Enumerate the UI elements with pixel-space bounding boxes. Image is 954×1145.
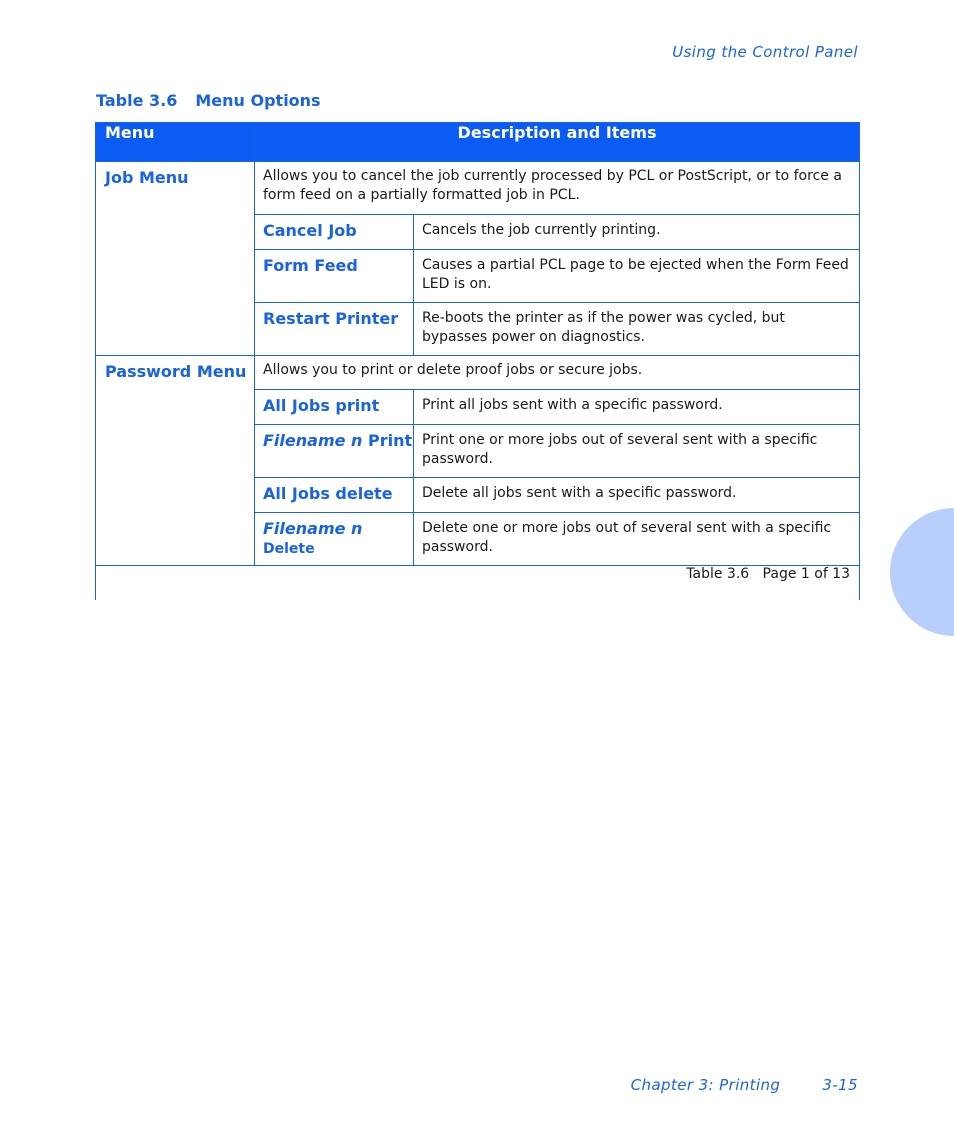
item-description: Print all jobs sent with a specific password. [414, 390, 860, 425]
menu-description: Allows you to print or delete proof jobs or secure jobs. [255, 356, 860, 390]
running-header: Using the Control Panel [672, 43, 858, 61]
chapter-label: Chapter 3: Printing [630, 1076, 781, 1094]
column-header-menu: Menu [96, 123, 255, 162]
item-description: Delete one or more jobs out of several sent with a specific password. [414, 513, 860, 566]
table-number: Table 3.6 [96, 91, 178, 110]
page-footer [631, 1076, 858, 1094]
menu-description: Allows you to cancel the job currently processed by PCL or PostScript, or to force a form feed on a partially formatted job in PCL. [255, 162, 860, 215]
item-name: All Jobs print [255, 390, 414, 425]
item-description: Causes a partial PCL page to be ejected when the Form Feed LED is on. [414, 250, 860, 303]
menu-label-job: Job Menu [96, 162, 255, 356]
table-row [96, 162, 860, 215]
item-name: Restart Printer [255, 303, 414, 356]
table-header-row [96, 123, 860, 162]
item-name [255, 425, 414, 478]
table-row [96, 356, 860, 390]
item-description: Print one or more jobs out of several sent with a specific password. [414, 425, 860, 478]
menu-options-table [95, 122, 860, 600]
table-footer-row [96, 566, 860, 600]
item-name: Cancel Job [255, 215, 414, 250]
item-name-rest: Delete [263, 541, 315, 557]
page-number: 3-15 [822, 1076, 858, 1094]
item-description: Delete all jobs sent with a specific password. [414, 478, 860, 513]
item-name-italic: Filename n [263, 431, 363, 450]
item-name [255, 513, 414, 566]
item-description: Re-boots the printer as if the power was cycled, but bypasses power on diagnostics. [414, 303, 860, 356]
table-caption [96, 91, 321, 110]
menu-label-password: Password Menu [96, 356, 255, 566]
chapter-tab [890, 508, 954, 636]
item-name-rest: Print [362, 431, 413, 450]
table-page-note: Table 3.6 Page 1 of 13 [96, 566, 860, 600]
column-header-description: Description and Items [255, 123, 860, 162]
table-title: Menu Options [195, 91, 321, 110]
item-name-italic: Filename n [263, 519, 363, 538]
item-name: All Jobs delete [255, 478, 414, 513]
item-description: Cancels the job currently printing. [414, 215, 860, 250]
item-name: Form Feed [255, 250, 414, 303]
